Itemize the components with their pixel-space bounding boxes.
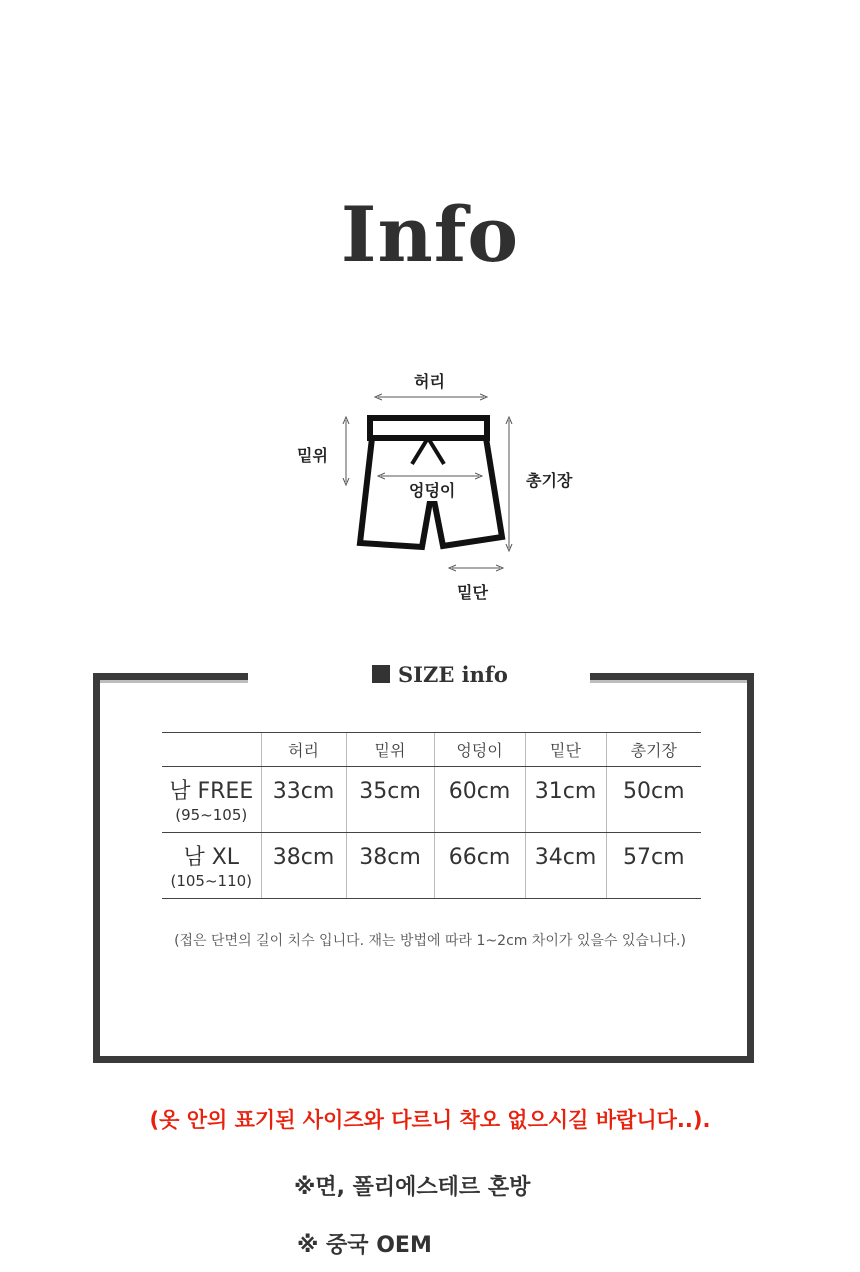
size-label-warning: (옷 안의 표기된 사이즈와 다르니 착오 없으시길 바랍니다..).	[149, 1108, 711, 1132]
table-cell: 60cm	[434, 767, 525, 833]
hem-label: 밑단	[457, 583, 488, 602]
table-header-cell: 밑위	[346, 733, 434, 767]
size-name-cell	[162, 767, 261, 833]
table-row	[162, 833, 701, 899]
length-label: 총기장	[526, 471, 573, 490]
size-info-heading	[372, 660, 508, 688]
size-name: 남 FREE	[169, 779, 254, 804]
table-cell: 57cm	[606, 833, 701, 899]
size-range: (95~105)	[175, 806, 248, 824]
table-header-cell	[162, 733, 261, 767]
rise-label: 밑위	[297, 446, 328, 465]
table-cell: 34cm	[525, 833, 606, 899]
material-info: ※면, 폴리에스테르 혼방	[294, 1175, 531, 1200]
size-name-cell	[162, 833, 261, 899]
size-range: (105~110)	[170, 872, 253, 890]
size-info-heading-text: SIZE info	[398, 661, 508, 687]
table-cell: 31cm	[525, 767, 606, 833]
table-header-cell: 밑단	[525, 733, 606, 767]
square-bullet-icon	[372, 665, 390, 683]
waist-label: 허리	[414, 372, 445, 391]
table-cell: 66cm	[434, 833, 525, 899]
table-cell: 50cm	[606, 767, 701, 833]
table-header-row	[162, 733, 701, 767]
table-header-cell: 허리	[261, 733, 346, 767]
table-header-cell: 총기장	[606, 733, 701, 767]
page-title: Info	[340, 190, 520, 279]
table-cell: 38cm	[261, 833, 346, 899]
table-cell: 35cm	[346, 767, 434, 833]
table-header-cell: 엉덩이	[434, 733, 525, 767]
table-row	[162, 767, 701, 833]
hip-label: 엉덩이	[407, 478, 457, 501]
size-table	[162, 732, 701, 899]
table-cell: 38cm	[346, 833, 434, 899]
measurement-note: (접은 단면의 길이 치수 입니다. 재는 방법에 따라 1~2cm 차이가 있을수 있습니다.)	[174, 933, 686, 949]
origin-info: ※ 중국 OEM	[297, 1233, 432, 1258]
table-cell: 33cm	[261, 767, 346, 833]
size-name: 남 XL	[183, 845, 240, 870]
